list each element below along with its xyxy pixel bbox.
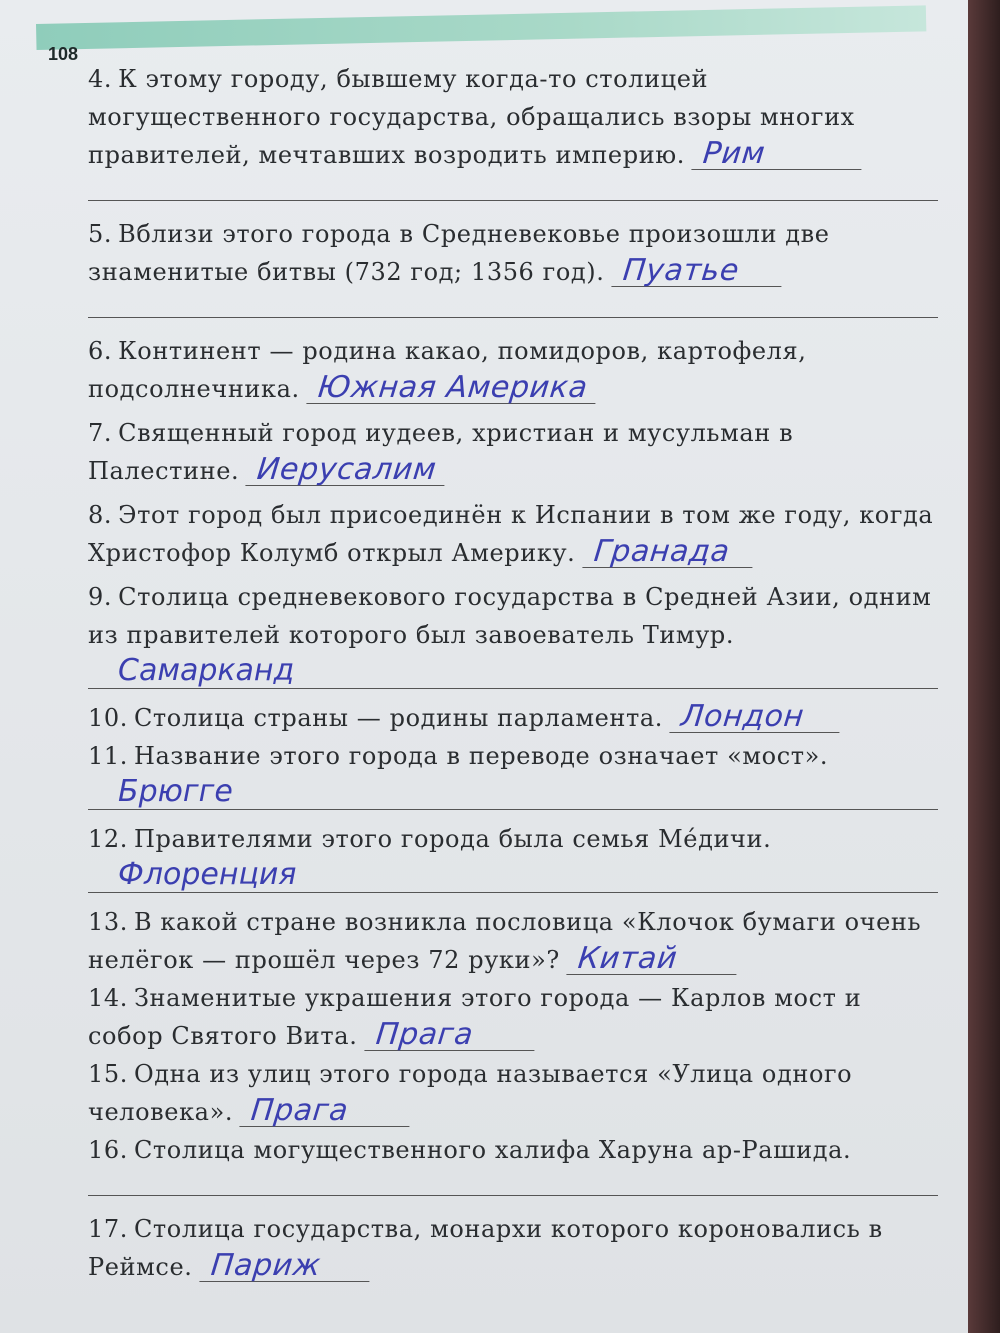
- question-text: Священный город иудеев, христиан и мусульман в Палестине.: [88, 419, 794, 485]
- question-9: [88, 578, 938, 654]
- answer-field[interactable]: Флоренция: [88, 858, 938, 893]
- question-5: [88, 215, 938, 291]
- question-17: [88, 1210, 938, 1286]
- question-text: Континент — родина какао, помидоров, картофеля, подсолнечника.: [88, 337, 807, 403]
- question-11: [88, 737, 938, 775]
- question-text: В какой стране возникла пословица «Клочок бумаги очень нелёгок — прошёл через 72 руки»?: [88, 908, 922, 974]
- question-text: Этот город был присоединён к Испании в том же году, когда Христофор Колумб открыл Америку.: [88, 501, 934, 567]
- answer-field[interactable]: Прага: [364, 1020, 537, 1051]
- question-text: Правителями этого города была семья Мéдичи.: [133, 825, 772, 853]
- question-number: 4.: [88, 65, 113, 93]
- answer-blank-line[interactable]: [88, 291, 938, 318]
- question-number: 16.: [88, 1136, 128, 1164]
- question-number: 14.: [88, 984, 128, 1012]
- question-text: Вблизи этого города в Средневековье произошли две знаменитые битвы (732 год; 1356 год).: [88, 220, 830, 286]
- answer-field[interactable]: Рим: [692, 139, 865, 170]
- question-number: 13.: [88, 908, 128, 936]
- question-15: [88, 1055, 938, 1131]
- header-band: [36, 5, 926, 50]
- question-number: 12.: [88, 825, 128, 853]
- question-text: Столица страны — родины парламента.: [133, 704, 664, 732]
- question-10: [88, 699, 938, 737]
- question-number: 7.: [88, 419, 113, 447]
- answer-field[interactable]: Китай: [566, 944, 739, 975]
- question-number: 6.: [88, 337, 113, 365]
- question-4: [88, 60, 938, 174]
- question-text: Одна из улиц этого города называется «Улица одного человека».: [88, 1060, 853, 1126]
- question-list: [88, 60, 938, 1286]
- question-text: Столица государства, монархи которого короновались в Реймсе.: [88, 1215, 883, 1281]
- answer-field[interactable]: Пуатье: [611, 256, 784, 287]
- answer-field[interactable]: Гранада: [582, 537, 755, 568]
- answer-field[interactable]: Лондон: [670, 702, 843, 733]
- question-number: 5.: [88, 220, 113, 248]
- question-number: 10.: [88, 704, 128, 732]
- question-text: Название этого города в переводе означает «мост».: [133, 742, 829, 770]
- question-text: Знаменитые украшения этого города — Карлов мост и собор Святого Вита.: [88, 984, 862, 1050]
- answer-blank-line[interactable]: [88, 1169, 938, 1196]
- answer-field[interactable]: Иерусалим: [246, 455, 449, 486]
- question-7: [88, 414, 938, 490]
- question-6: [88, 332, 938, 408]
- question-text: Столица могущественного халифа Харуна ар-Рашида.: [133, 1136, 852, 1164]
- answer-field[interactable]: Прага: [240, 1096, 413, 1127]
- question-16: [88, 1131, 938, 1169]
- question-number: 9.: [88, 583, 113, 611]
- question-13: [88, 903, 938, 979]
- question-number: 15.: [88, 1060, 128, 1088]
- answer-field[interactable]: Париж: [199, 1251, 372, 1282]
- answer-field[interactable]: Брюгге: [88, 775, 938, 810]
- question-number: 8.: [88, 501, 113, 529]
- answer-field[interactable]: Самарканд: [88, 654, 938, 689]
- question-14: [88, 979, 938, 1055]
- question-number: 11.: [88, 742, 128, 770]
- question-12: [88, 820, 938, 858]
- question-8: [88, 496, 938, 572]
- book-cover-edge: [968, 0, 1000, 1333]
- answer-blank-line[interactable]: [88, 174, 938, 201]
- question-text: Столица средневекового государства в Средней Азии, одним из правителей которого был завоеватель Тимур.: [88, 583, 932, 649]
- question-number: 17.: [88, 1215, 128, 1243]
- page-number: 108: [48, 44, 79, 64]
- question-text: К этому городу, бывшему когда-то столицей могущественного государства, обращались взоры многих правителей, мечтавших возродить империю.: [88, 65, 855, 169]
- answer-field[interactable]: Южная Америка: [306, 373, 599, 404]
